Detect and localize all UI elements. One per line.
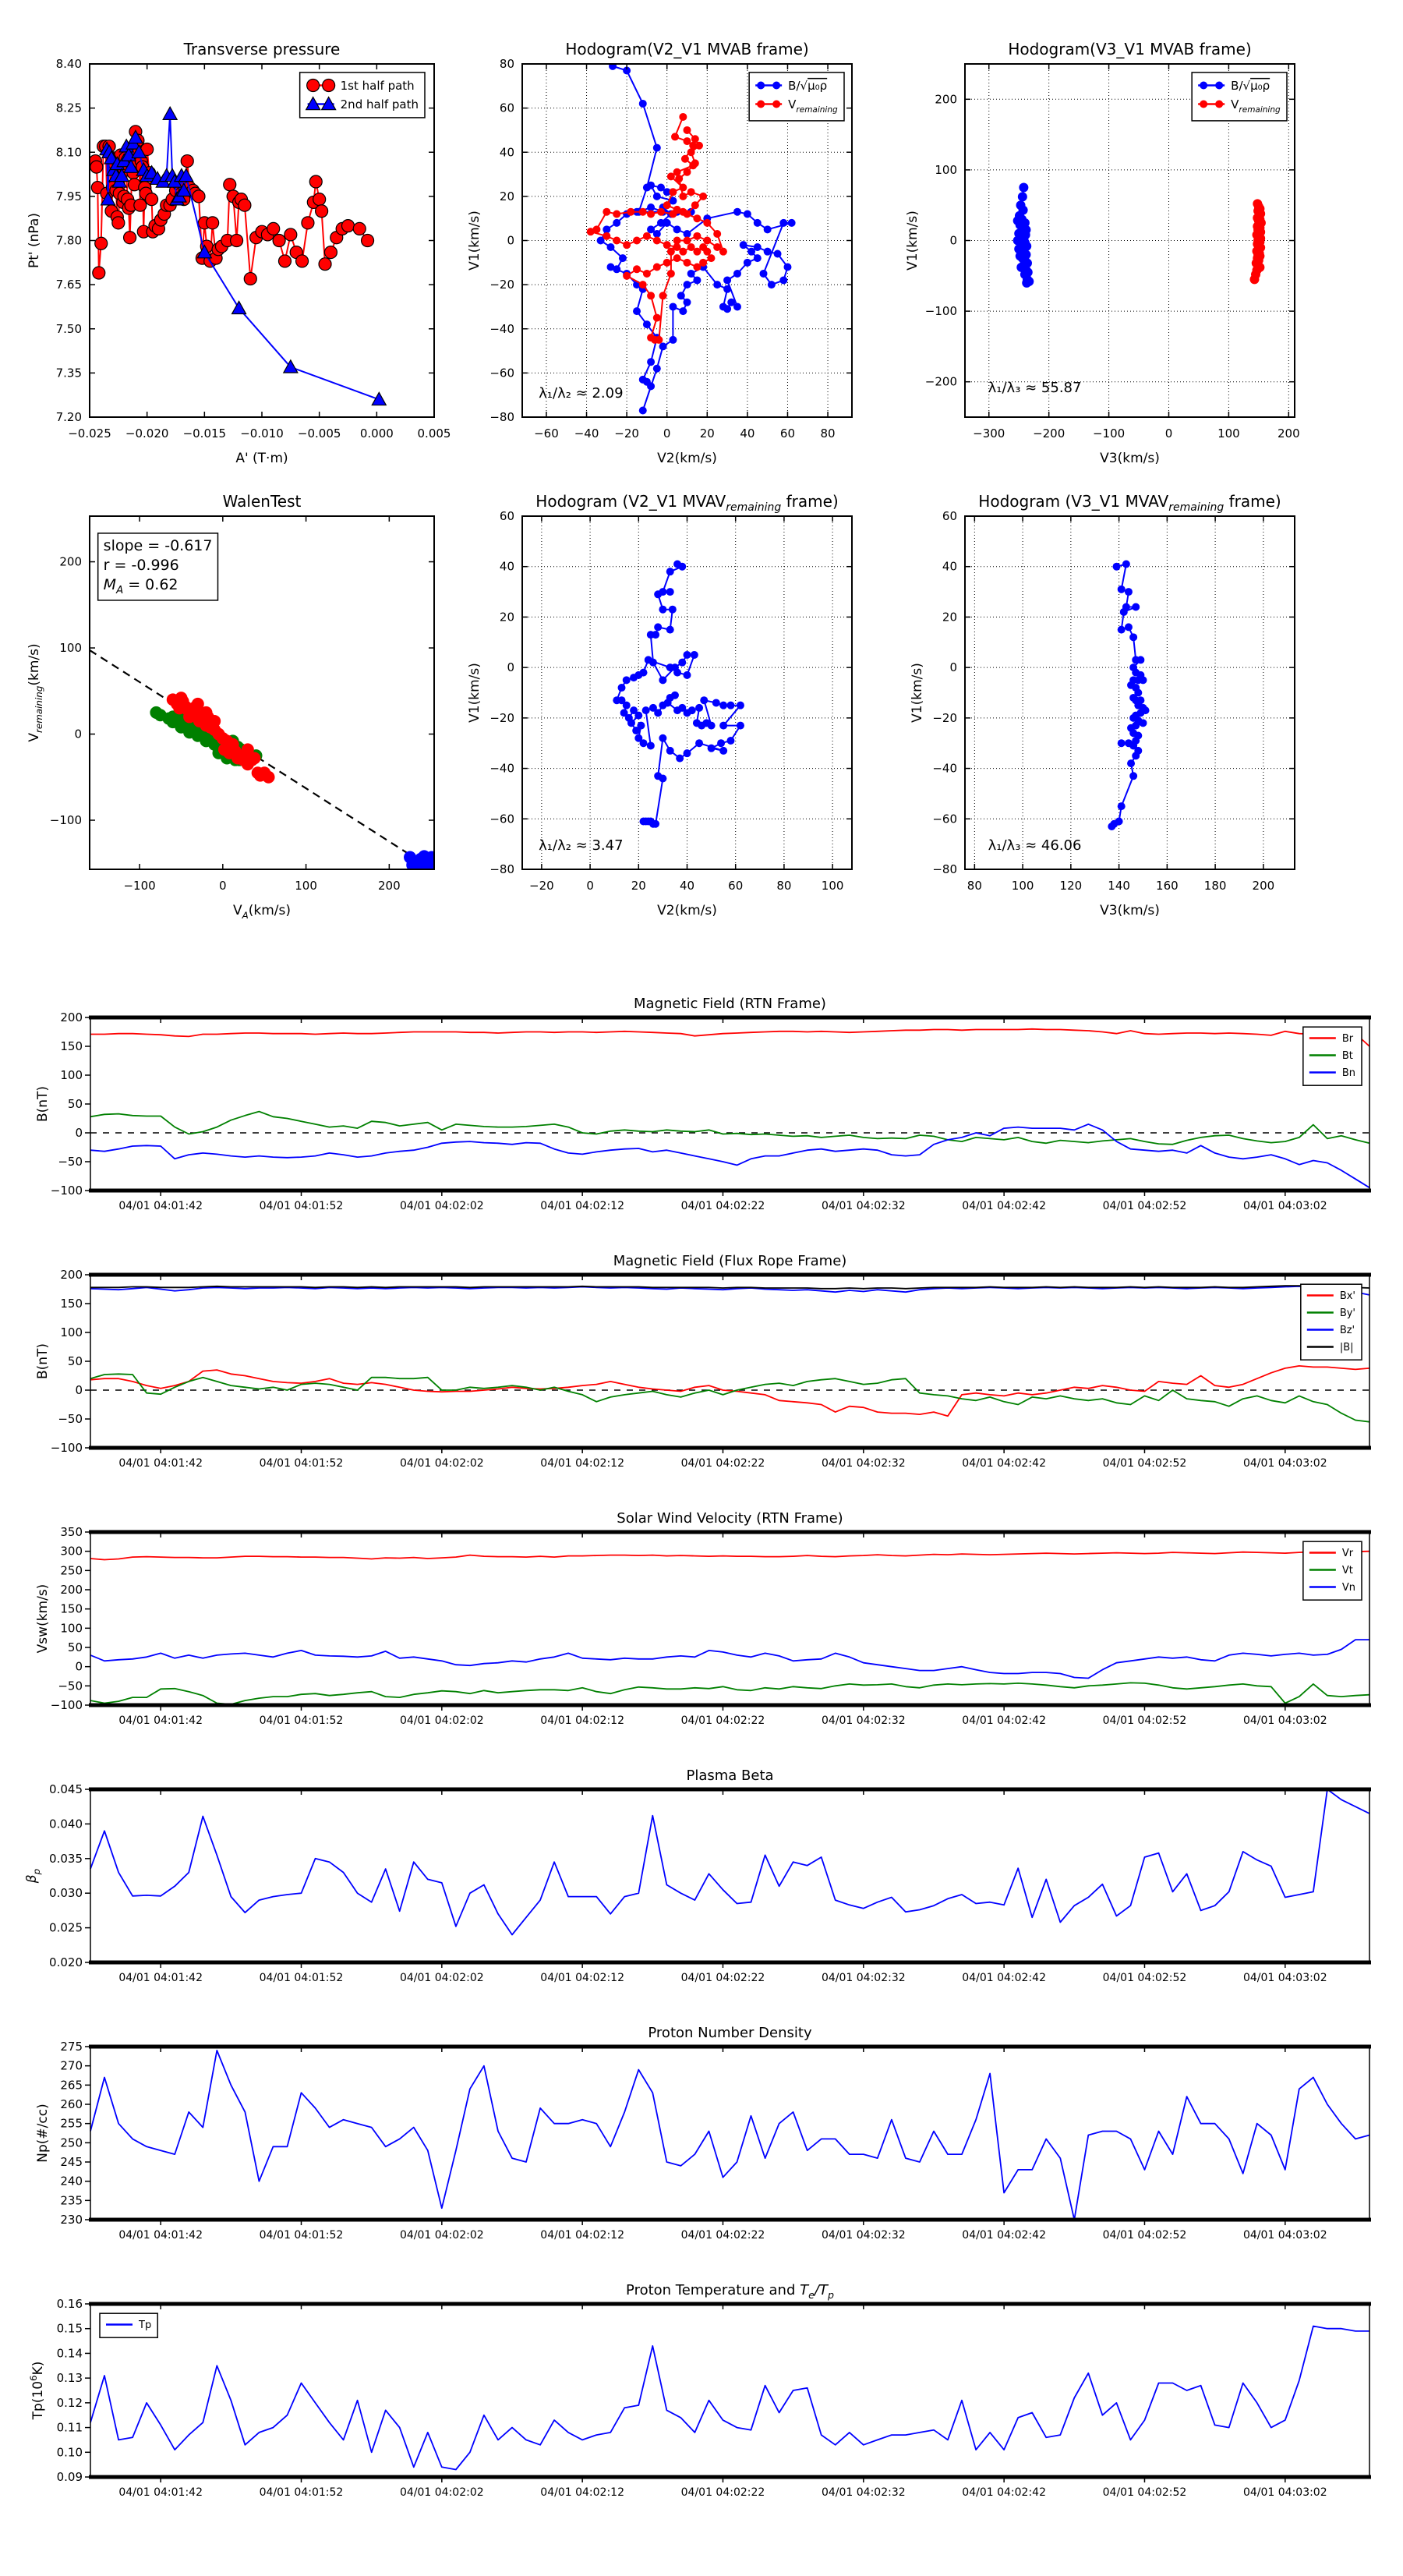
svg-text:VA(km/s): $V_A(km/s)$ — [232, 903, 292, 921]
svg-text:0: 0 — [586, 879, 594, 893]
svg-text:200: 200 — [59, 554, 82, 569]
svg-text:100: 100 — [60, 1325, 83, 1339]
svg-text:100: 100 — [1217, 426, 1240, 441]
svg-text:60: 60 — [728, 879, 744, 893]
proton-number-density — [35, 2025, 1371, 2242]
svg-text:0: 0 — [949, 660, 957, 675]
transverse-pressure — [27, 40, 451, 466]
svg-text:160: 160 — [1156, 879, 1179, 893]
svg-text:Pt' (nPa): Pt' (nPa) — [27, 213, 42, 268]
hodogram-v3v1-mvab-annotation — [988, 380, 1082, 396]
hodogram-v3v1-mvab-series — [1013, 183, 1266, 288]
transverse-pressure-title: Transverse pressure — [183, 40, 341, 58]
svg-text:λ₁/λ₃ ≈ 46.06: λ₁/λ₃ ≈ 46.06 — [988, 837, 1082, 854]
svg-text:0: 0 — [75, 1126, 83, 1140]
magnetic-field-flux-rope — [35, 1253, 1371, 1470]
svg-text:slope = -0.617: slope = -0.617 — [103, 536, 213, 554]
svg-text:0: 0 — [507, 233, 514, 248]
svg-text:0.005: 0.005 — [417, 426, 451, 441]
svg-text:V2(km/s): V2(km/s) — [657, 451, 717, 466]
solar-wind-velocity-title: Solar Wind Velocity (RTN Frame) — [617, 1510, 843, 1527]
svg-text:40: 40 — [740, 426, 755, 441]
svg-text:V1(km/s): V1(km/s) — [467, 663, 482, 723]
svg-text:04/01 04:02:12: 04/01 04:02:12 — [540, 1457, 624, 1470]
svg-text:04/01 04:02:52: 04/01 04:02:52 — [1102, 1972, 1187, 1984]
svg-text:04/01 04:03:02: 04/01 04:03:02 — [1242, 2486, 1327, 2499]
svg-text:04/01 04:02:12: 04/01 04:02:12 — [540, 1200, 624, 1212]
svg-text:7.65: 7.65 — [55, 278, 82, 292]
svg-text:−20: −20 — [932, 710, 957, 725]
svg-text:Bn: Bn — [1341, 1067, 1355, 1080]
svg-text:−200: −200 — [924, 374, 957, 389]
svg-text:7.35: 7.35 — [55, 366, 82, 380]
svg-text:04/01 04:03:02: 04/01 04:03:02 — [1242, 1200, 1327, 1212]
svg-text:λ₁/λ₂ ≈ 3.47: λ₁/λ₂ ≈ 3.47 — [539, 837, 624, 854]
svg-text:−100: −100 — [50, 1184, 83, 1198]
svg-text:100: 100 — [1011, 879, 1034, 893]
walen-test-title: WalenTest — [222, 492, 302, 511]
svg-text:−100: −100 — [123, 879, 156, 893]
svg-text:100: 100 — [935, 162, 957, 177]
svg-text:8.40: 8.40 — [55, 57, 82, 71]
svg-text:04/01 04:02:42: 04/01 04:02:42 — [962, 1457, 1046, 1470]
svg-text:04/01 04:03:02: 04/01 04:03:02 — [1242, 2229, 1327, 2242]
svg-text:04/01 04:02:02: 04/01 04:02:02 — [399, 1457, 484, 1470]
hodogram-v3v1-mvav-annotation — [988, 837, 1082, 854]
svg-text:200: 200 — [378, 879, 401, 893]
hodogram-v2v1-mvav-v-hodogram-markers — [613, 560, 744, 827]
svg-text:04/01 04:02:42: 04/01 04:02:42 — [962, 1714, 1046, 1727]
svg-text:−80: −80 — [489, 410, 514, 424]
svg-text:04/01 04:01:52: 04/01 04:01:52 — [259, 1972, 344, 1984]
proton-temperature-series — [90, 2327, 1369, 2470]
svg-text:80: 80 — [776, 879, 792, 893]
svg-text:04/01 04:02:52: 04/01 04:02:52 — [1102, 1457, 1187, 1470]
svg-text:04/01 04:02:22: 04/01 04:02:22 — [680, 2486, 765, 2499]
svg-text:−60: −60 — [534, 426, 559, 441]
svg-text:04/01 04:02:52: 04/01 04:02:52 — [1102, 2229, 1187, 2242]
svg-text:Bt: Bt — [1341, 1050, 1353, 1063]
svg-text:60: 60 — [942, 509, 957, 523]
svg-text:04/01 04:02:32: 04/01 04:02:32 — [821, 1972, 906, 1984]
svg-text:−0.020: −0.020 — [125, 426, 169, 441]
svg-text:V3(km/s): V3(km/s) — [1100, 451, 1160, 466]
svg-text:Tp: Tp — [139, 2319, 152, 2332]
hodogram-v2v1-mvav-annotation — [539, 837, 623, 854]
svg-text:04/01 04:02:12: 04/01 04:02:12 — [540, 2229, 624, 2242]
svg-text:04/01 04:02:02: 04/01 04:02:02 — [399, 2486, 484, 2499]
svg-text:0.020: 0.020 — [49, 1955, 83, 1969]
svg-text:60: 60 — [499, 509, 514, 523]
hodogram-v2v1-mvab-annotation — [539, 385, 623, 402]
svg-text:7.20: 7.20 — [55, 410, 82, 424]
hodogram-v2v1-mvav-series — [613, 560, 744, 827]
svg-text:Bz': Bz' — [1339, 1325, 1355, 1337]
svg-text:7.95: 7.95 — [55, 189, 82, 203]
svg-text:04/01 04:02:52: 04/01 04:02:52 — [1102, 1714, 1187, 1727]
svg-text:7.80: 7.80 — [55, 233, 82, 248]
svg-text:200: 200 — [1252, 879, 1275, 893]
svg-text:V1(km/s): V1(km/s) — [467, 211, 482, 271]
svg-text:80: 80 — [499, 57, 514, 71]
svg-text:255: 255 — [60, 2116, 83, 2131]
proton-number-density-title: Proton Number Density — [648, 2025, 812, 2041]
svg-text:0.025: 0.025 — [49, 1920, 83, 1935]
svg-text:V1(km/s): V1(km/s) — [910, 663, 925, 723]
svg-text:Vremaining: $V_{remaining}$ — [1231, 97, 1281, 115]
svg-text:Vremaining(km/s): $V_{remaining}(km/s)$ — [27, 643, 44, 742]
svg-text:04/01 04:01:42: 04/01 04:01:42 — [118, 1972, 203, 1984]
svg-text:265: 265 — [60, 2078, 83, 2093]
svg-text:−20: −20 — [529, 879, 554, 893]
svg-text:−0.005: −0.005 — [297, 426, 341, 441]
svg-text:20: 20 — [942, 610, 957, 625]
svg-text:Vt: Vt — [1341, 1565, 1353, 1577]
svg-text:04/01 04:01:42: 04/01 04:01:42 — [118, 2486, 203, 2499]
svg-text:By': By' — [1339, 1307, 1355, 1320]
svg-text:−300: −300 — [973, 426, 1005, 441]
transverse-pressure-second-half-path-markers — [100, 107, 386, 405]
svg-text:04/01 04:01:52: 04/01 04:01:52 — [259, 1457, 344, 1470]
svg-text:275: 275 — [60, 2040, 83, 2054]
svg-text:120: 120 — [1059, 879, 1083, 893]
svg-text:200: 200 — [1277, 426, 1300, 441]
svg-text:Tp(106K): $Tp(10^6K)$ — [28, 2361, 46, 2420]
svg-text:80: 80 — [967, 879, 982, 893]
hodogram-v3v1-mvav — [910, 492, 1295, 918]
svg-text:235: 235 — [60, 2193, 83, 2208]
svg-text:−60: −60 — [489, 812, 514, 826]
svg-text:|B|: |B| — [1339, 1342, 1354, 1354]
svg-text:270: 270 — [60, 2058, 83, 2073]
walen-test-walen-red-markers — [167, 692, 275, 784]
svg-text:−40: −40 — [932, 761, 957, 776]
svg-text:0: 0 — [75, 1383, 83, 1397]
svg-text:04/01 04:01:52: 04/01 04:01:52 — [259, 1714, 344, 1727]
svg-text:40: 40 — [499, 559, 514, 574]
svg-text:MA = 0.62: $M_A = 0.62$ — [103, 575, 178, 596]
svg-text:230: 230 — [60, 2213, 83, 2227]
svg-text:−80: −80 — [932, 862, 957, 876]
svg-text:40: 40 — [679, 879, 695, 893]
svg-text:40: 40 — [942, 559, 957, 574]
svg-text:−100: −100 — [49, 813, 82, 828]
svg-text:04/01 04:01:42: 04/01 04:01:42 — [118, 1714, 203, 1727]
svg-text:Br: Br — [1341, 1033, 1354, 1046]
svg-text:−100: −100 — [1092, 426, 1126, 441]
svg-text:200: 200 — [60, 1268, 83, 1282]
hodogram-v3v1-mvab-title: Hodogram(V3_V1 MVAB frame) — [1008, 40, 1252, 58]
svg-text:200: 200 — [60, 1010, 83, 1024]
svg-text:A' (T·m): A' (T·m) — [235, 451, 288, 466]
svg-text:20: 20 — [499, 610, 514, 625]
svg-text:0.11: 0.11 — [56, 2420, 83, 2435]
svg-text:04/01 04:02:02: 04/01 04:02:02 — [399, 1714, 484, 1727]
svg-text:−80: −80 — [489, 862, 514, 876]
svg-text:0: 0 — [507, 660, 514, 675]
svg-text:04/01 04:02:22: 04/01 04:02:22 — [680, 2229, 765, 2242]
svg-text:−50: −50 — [58, 1155, 83, 1169]
svg-text:Vsw(km/s): Vsw(km/s) — [35, 1583, 51, 1654]
svg-text:100: 100 — [295, 879, 317, 893]
magnetic-field-flux-rope-series — [90, 1286, 1369, 1422]
svg-text:V1(km/s): V1(km/s) — [905, 211, 921, 271]
svg-text:150: 150 — [60, 1297, 83, 1311]
hodogram-v2v1-mvab — [467, 40, 852, 466]
svg-text:2nd half path: 2nd half path — [340, 97, 419, 111]
svg-text:βp: $\beta_p$ — [24, 1868, 42, 1884]
hodogram-v3v1-mvab — [905, 40, 1300, 466]
walen-test — [27, 492, 440, 921]
svg-text:04/01 04:02:42: 04/01 04:02:42 — [962, 1200, 1046, 1212]
svg-text:140: 140 — [1108, 879, 1130, 893]
svg-text:04/01 04:02:32: 04/01 04:02:32 — [821, 1714, 906, 1727]
svg-text:250: 250 — [60, 2135, 83, 2150]
svg-text:0.09: 0.09 — [56, 2470, 83, 2484]
svg-text:04/01 04:02:52: 04/01 04:02:52 — [1102, 1200, 1187, 1212]
svg-text:150: 150 — [60, 1601, 83, 1616]
svg-text:λ₁/λ₂ ≈ 2.09: λ₁/λ₂ ≈ 2.09 — [539, 384, 624, 402]
svg-text:04/01 04:02:42: 04/01 04:02:42 — [962, 2486, 1046, 2499]
svg-text:Vr: Vr — [1341, 1548, 1354, 1560]
svg-text:04/01 04:02:32: 04/01 04:02:32 — [821, 2486, 906, 2499]
svg-text:−100: −100 — [50, 1698, 83, 1712]
svg-text:0.035: 0.035 — [49, 1851, 83, 1866]
svg-text:50: 50 — [67, 1640, 83, 1654]
svg-text:−0.010: −0.010 — [240, 426, 284, 441]
svg-text:−200: −200 — [1033, 426, 1066, 441]
svg-text:−50: −50 — [58, 1679, 83, 1693]
svg-text:04/01 04:02:32: 04/01 04:02:32 — [821, 1200, 906, 1212]
svg-text:B/√μ₀ρ: B/√μ₀ρ — [1231, 78, 1270, 93]
svg-text:04/01 04:01:42: 04/01 04:01:42 — [118, 1200, 203, 1212]
svg-text:1st half path: 1st half path — [340, 78, 415, 93]
svg-text:r = -0.996: r = -0.996 — [103, 556, 179, 574]
svg-text:04/01 04:02:22: 04/01 04:02:22 — [680, 1714, 765, 1727]
svg-text:8.10: 8.10 — [55, 145, 82, 160]
svg-text:04/01 04:02:12: 04/01 04:02:12 — [540, 1714, 624, 1727]
walen-test-series — [90, 650, 440, 874]
svg-text:Vn: Vn — [1341, 1582, 1355, 1594]
svg-text:20: 20 — [631, 879, 646, 893]
svg-text:04/01 04:02:32: 04/01 04:02:32 — [821, 2229, 906, 2242]
magnetic-field-rtn-series — [90, 1029, 1369, 1188]
svg-text:40: 40 — [499, 145, 514, 160]
hodogram-v3v1-mvab-b-hodogram-markers — [1013, 183, 1034, 288]
svg-text:Np(#/cc): Np(#/cc) — [35, 2104, 51, 2163]
svg-text:350: 350 — [60, 1525, 83, 1539]
svg-text:04/01 04:02:52: 04/01 04:02:52 — [1102, 2486, 1187, 2499]
svg-text:60: 60 — [499, 101, 514, 115]
svg-text:04/01 04:02:12: 04/01 04:02:12 — [540, 1972, 624, 1984]
svg-text:04/01 04:01:52: 04/01 04:01:52 — [259, 2486, 344, 2499]
svg-text:04/01 04:03:02: 04/01 04:03:02 — [1242, 1972, 1327, 1984]
plasma-beta — [24, 1767, 1371, 1984]
hodogram-v3v1-mvav-series — [1108, 560, 1149, 830]
svg-text:100: 100 — [60, 1621, 83, 1636]
svg-text:0: 0 — [219, 879, 227, 893]
svg-text:8.25: 8.25 — [55, 101, 82, 115]
svg-text:100: 100 — [59, 641, 82, 656]
svg-text:0.15: 0.15 — [56, 2321, 83, 2336]
svg-text:−100: −100 — [50, 1441, 83, 1455]
svg-text:0: 0 — [75, 1659, 83, 1674]
hodogram-v2v1-mvab-title: Hodogram(V2_V1 MVAB frame) — [565, 40, 809, 58]
hodogram-v3v1-mvab-v-hodogram-markers — [1249, 199, 1265, 284]
svg-text:04/01 04:02:42: 04/01 04:02:42 — [962, 2229, 1046, 2242]
svg-text:0.14: 0.14 — [56, 2346, 83, 2361]
solar-wind-velocity-series — [90, 1552, 1369, 1704]
svg-text:250: 250 — [60, 1563, 83, 1578]
svg-text:−20: −20 — [614, 426, 639, 441]
svg-text:V2(km/s): V2(km/s) — [657, 903, 717, 918]
svg-text:λ₁/λ₃ ≈ 55.87: λ₁/λ₃ ≈ 55.87 — [988, 380, 1082, 397]
svg-text:04/01 04:02:12: 04/01 04:02:12 — [540, 2486, 624, 2499]
svg-text:0.045: 0.045 — [49, 1782, 83, 1796]
svg-text:0.040: 0.040 — [49, 1817, 83, 1831]
svg-text:04/01 04:02:02: 04/01 04:02:02 — [399, 1200, 484, 1212]
svg-text:Vremaining: $V_{remaining}$ — [788, 97, 838, 115]
magnetic-field-rtn — [35, 996, 1371, 1212]
svg-text:20: 20 — [499, 189, 514, 203]
svg-text:04/01 04:01:52: 04/01 04:01:52 — [259, 1200, 344, 1212]
svg-text:04/01 04:01:42: 04/01 04:01:42 — [118, 2229, 203, 2242]
svg-text:04/01 04:03:02: 04/01 04:03:02 — [1242, 1714, 1327, 1727]
svg-text:300: 300 — [60, 1544, 83, 1559]
svg-text:80: 80 — [820, 426, 836, 441]
svg-text:−40: −40 — [574, 426, 599, 441]
walen-test-annotation — [98, 533, 218, 600]
plasma-beta-series — [90, 1789, 1369, 1935]
svg-text:7.50: 7.50 — [55, 321, 82, 336]
transverse-pressure-series — [89, 107, 386, 405]
svg-text:0: 0 — [663, 426, 671, 441]
magnetic-field-rtn-title: Magnetic Field (RTN Frame) — [634, 996, 826, 1012]
svg-text:0.12: 0.12 — [56, 2395, 83, 2410]
svg-text:04/01 04:02:22: 04/01 04:02:22 — [680, 1457, 765, 1470]
svg-text:04/01 04:02:02: 04/01 04:02:02 — [399, 2229, 484, 2242]
svg-text:04/01 04:02:42: 04/01 04:02:42 — [962, 1972, 1046, 1984]
svg-text:60: 60 — [779, 426, 796, 441]
svg-text:04/01 04:03:02: 04/01 04:03:02 — [1242, 1457, 1327, 1470]
hodogram-v2v1-mvav-title: Hodogram (V2_V1 $MVAV_{remaining}$ frame) — [535, 492, 839, 514]
svg-text:200: 200 — [935, 92, 957, 107]
svg-text:100: 100 — [60, 1068, 83, 1082]
svg-text:−100: −100 — [924, 304, 957, 319]
svg-text:−0.015: −0.015 — [182, 426, 227, 441]
svg-text:04/01 04:02:32: 04/01 04:02:32 — [821, 1457, 906, 1470]
svg-text:−50: −50 — [58, 1412, 83, 1426]
svg-text:200: 200 — [60, 1583, 83, 1597]
svg-text:20: 20 — [699, 426, 715, 441]
svg-text:0: 0 — [949, 233, 957, 248]
svg-text:04/01 04:02:22: 04/01 04:02:22 — [680, 1200, 765, 1212]
svg-text:Bx': Bx' — [1339, 1290, 1355, 1303]
svg-text:100: 100 — [821, 879, 844, 893]
svg-text:180: 180 — [1203, 879, 1227, 893]
svg-text:04/01 04:01:52: 04/01 04:01:52 — [259, 2229, 344, 2242]
svg-text:0.16: 0.16 — [56, 2297, 83, 2311]
hodogram-v3v1-mvav-title: Hodogram (V3_V1 $MVAV_{remaining}$ frame) — [978, 492, 1281, 514]
svg-text:−40: −40 — [489, 761, 514, 776]
svg-text:−20: −20 — [489, 710, 514, 725]
svg-text:04/01 04:01:42: 04/01 04:01:42 — [118, 1457, 203, 1470]
svg-text:50: 50 — [67, 1097, 83, 1111]
svg-text:−60: −60 — [489, 366, 514, 380]
svg-text:0: 0 — [1164, 426, 1173, 441]
svg-text:245: 245 — [60, 2155, 83, 2169]
svg-text:0.13: 0.13 — [56, 2371, 83, 2386]
plasma-beta-title: Plasma Beta — [686, 1767, 774, 1784]
svg-text:260: 260 — [60, 2097, 83, 2111]
proton-number-density-series — [90, 2051, 1369, 2220]
svg-text:50: 50 — [67, 1354, 83, 1368]
svg-text:240: 240 — [60, 2174, 83, 2189]
proton-temperature-title: Proton Temperature and $T_e/T_p$ — [626, 2282, 834, 2301]
svg-text:B(nT): B(nT) — [35, 1085, 51, 1123]
svg-text:150: 150 — [60, 1039, 83, 1053]
svg-text:−20: −20 — [489, 278, 514, 292]
svg-text:0.000: 0.000 — [359, 426, 394, 441]
solar-wind-velocity — [35, 1510, 1371, 1727]
svg-text:−0.025: −0.025 — [68, 426, 111, 441]
proton-temperature — [28, 2282, 1371, 2499]
magnetic-field-flux-rope-title: Magnetic Field (Flux Rope Frame) — [613, 1253, 847, 1269]
svg-text:B(nT): B(nT) — [35, 1343, 51, 1380]
svg-text:04/01 04:02:22: 04/01 04:02:22 — [680, 1972, 765, 1984]
hodogram-v2v1-mvav — [467, 492, 852, 918]
svg-text:0: 0 — [74, 727, 82, 741]
svg-text:B/√μ₀ρ: B/√μ₀ρ — [788, 78, 828, 93]
svg-text:V3(km/s): V3(km/s) — [1100, 903, 1160, 918]
svg-text:04/01 04:02:02: 04/01 04:02:02 — [399, 1972, 484, 1984]
svg-text:−40: −40 — [489, 321, 514, 336]
svg-text:0.10: 0.10 — [56, 2445, 83, 2460]
svg-text:0.030: 0.030 — [49, 1886, 83, 1901]
svg-text:−60: −60 — [932, 812, 957, 826]
